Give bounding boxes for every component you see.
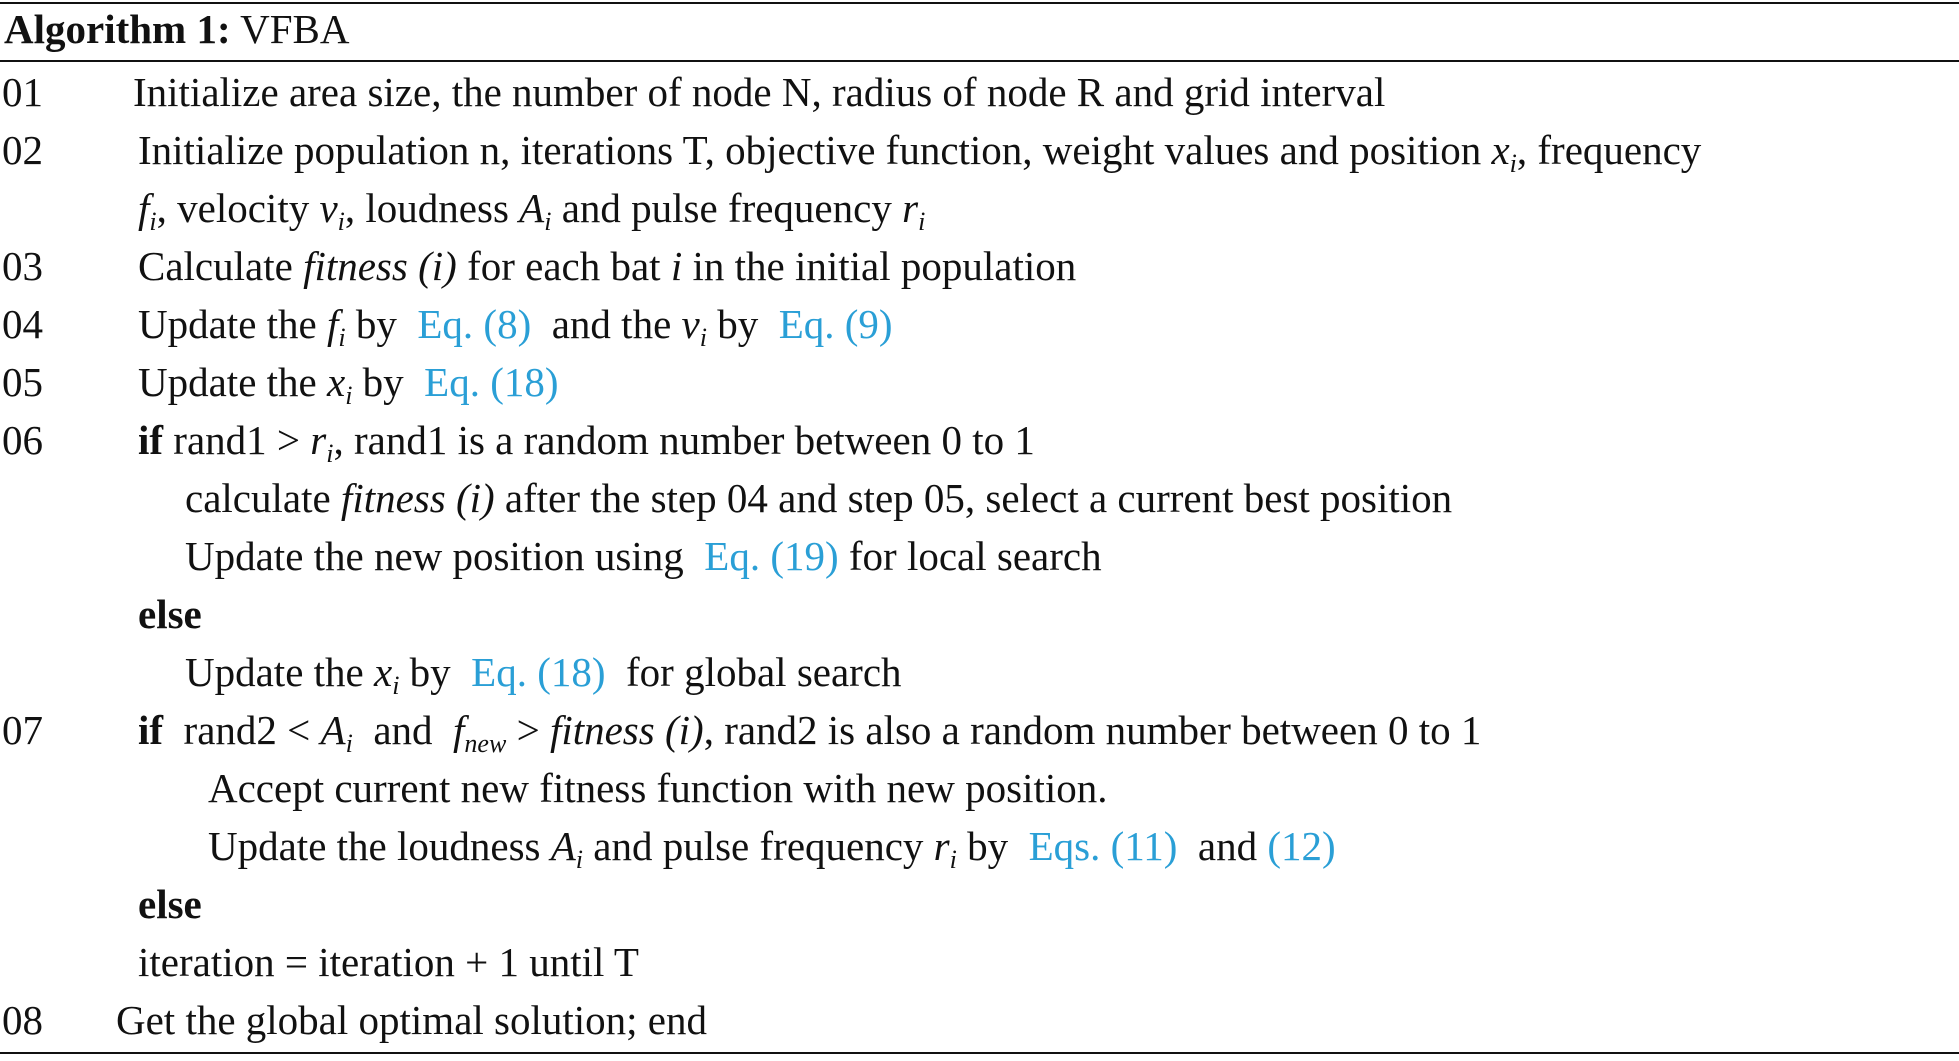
step-07-if: if rand2 < $A_i$ and $f_{new}$ > fitness (i), rand2 is also a random number between 0 to 1: [138, 707, 1482, 758]
math-symbol: r: [933, 823, 950, 869]
step-text: Calculate: [138, 243, 293, 289]
step-number: 08: [2, 997, 43, 1043]
math-symbol: i: [670, 243, 683, 289]
math-symbol: f: [138, 185, 150, 231]
math-symbol: fitness: [303, 243, 408, 289]
step-text: rand2 <: [183, 707, 311, 753]
step-number: 07: [2, 707, 43, 753]
step-text: after the step 04 and step 05, select a current best position: [504, 475, 1453, 521]
step-06-global: [185, 647, 902, 700]
keyword-if: if: [138, 707, 164, 753]
keyword-else: else: [138, 881, 202, 927]
step-06-update: [185, 531, 1102, 581]
step-text: Update the new position using: [185, 533, 684, 579]
math-subscript: i: [345, 729, 353, 758]
step-number: 06: [2, 417, 43, 463]
step-02-line1: [138, 125, 1702, 178]
step-07-accept: [208, 763, 1108, 813]
step-06-if: [138, 415, 1035, 468]
eq-18-link[interactable]: Eq. (18): [424, 359, 559, 405]
step-text: for each bat: [467, 243, 661, 289]
math-symbol: v: [319, 185, 338, 231]
step-07-iteration: [138, 937, 639, 987]
eq-19-link[interactable]: Eq. (19): [704, 533, 839, 579]
keyword-if: if: [138, 417, 164, 463]
eq-12-link[interactable]: (12): [1267, 823, 1336, 869]
eq-9-link[interactable]: Eq. (9): [778, 301, 893, 347]
step-text: and: [373, 707, 433, 753]
keyword-else: else: [138, 591, 202, 637]
step-01: Initialize area size, the number of node N, radius of node R and grid interval: [133, 69, 1386, 115]
step-number: 02: [2, 127, 43, 173]
math-subscript: i: [949, 845, 957, 874]
step-number: 04: [2, 301, 43, 347]
step-04: [138, 299, 893, 352]
step-text: in the initial population: [692, 243, 1077, 289]
algorithm-name: VFBA: [240, 6, 350, 52]
step-text: Update the: [138, 301, 317, 347]
step-text: Get the global optimal solution; end: [116, 997, 707, 1043]
math-symbol: f: [453, 707, 465, 753]
algorithm-label: Algorithm 1:: [4, 6, 231, 52]
math-symbol: r: [902, 185, 919, 231]
step-number: 03: [2, 243, 43, 289]
eq-18-link[interactable]: Eq. (18): [471, 649, 606, 695]
math-symbol: x: [1491, 127, 1510, 173]
step-text: Update the loudness: [208, 823, 541, 869]
math-symbol: x: [373, 649, 393, 695]
math-symbol: (i): [418, 243, 457, 289]
math-subscript: i: [345, 381, 353, 410]
math-symbol: r: [310, 417, 327, 463]
math-subscript: i: [575, 845, 584, 874]
step-06-else: [138, 589, 202, 639]
math-symbol: fitness: [549, 707, 655, 753]
step-text: Initialize population n, iterations T, objective function, weight values and position: [138, 127, 1482, 173]
math-symbol: (i): [455, 475, 495, 521]
math-subscript: i: [544, 207, 552, 236]
step-text: by: [717, 301, 759, 347]
step-text: by: [355, 301, 397, 347]
step-03: [138, 241, 1076, 291]
step-text: Update the: [185, 649, 364, 695]
eq-11-link[interactable]: Eqs. (11): [1028, 823, 1178, 869]
math-subscript: i: [918, 207, 926, 236]
math-subscript: i: [1509, 149, 1517, 178]
step-number: 05: [2, 359, 43, 405]
math-subscript: i: [326, 439, 334, 468]
math-symbol: (i): [664, 707, 704, 753]
step-05: [138, 357, 559, 410]
step-text: and the: [551, 301, 672, 347]
step-text: , velocity: [156, 185, 310, 231]
step-text: by: [967, 823, 1009, 869]
math-symbol: A: [519, 185, 545, 231]
step-text: , rand2 is also a random number between 0 to 1: [703, 707, 1482, 753]
math-subscript: i: [392, 671, 400, 700]
step-text: for global search: [626, 649, 902, 695]
math-subscript: i: [699, 323, 707, 352]
step-text: , rand1 is a random number between 0 to 1: [333, 417, 1035, 463]
math-symbol: fitness: [340, 475, 446, 521]
step-text: calculate: [185, 475, 331, 521]
step-07-else: [138, 879, 202, 929]
step-text: and pulse frequency: [593, 823, 924, 869]
bottom-rule: [0, 1052, 1959, 1054]
step-text: by: [409, 649, 451, 695]
step-text: by: [362, 359, 404, 405]
math-subscript: i: [337, 207, 345, 236]
math-symbol: v: [681, 301, 700, 347]
math-subscript: i: [338, 323, 346, 352]
step-text: , frequency: [1516, 127, 1702, 173]
header-rule: [0, 60, 1959, 62]
step-text: for local search: [848, 533, 1102, 579]
math-symbol: A: [550, 823, 576, 869]
algorithm-title: [4, 0, 350, 58]
step-text: Update the: [138, 359, 317, 405]
math-symbol: x: [326, 359, 346, 405]
step-text: rand1 >: [173, 417, 301, 463]
step-text: iteration = iteration + 1 until T: [138, 939, 639, 985]
step-06-calc: [185, 473, 1452, 523]
math-subscript: i: [149, 207, 157, 236]
step-text: Accept current new fitness function with new position.: [208, 765, 1108, 811]
step-02-line2: [138, 183, 926, 236]
step-text: , loudness: [344, 185, 509, 231]
eq-8-link[interactable]: Eq. (8): [417, 301, 532, 347]
step-08: [116, 995, 707, 1045]
step-07-update: [208, 821, 1336, 874]
math-symbol: f: [326, 301, 339, 347]
math-symbol: A: [320, 707, 346, 753]
step-text: and: [1197, 823, 1258, 869]
step-number: 01: [2, 69, 43, 115]
math-subscript: new: [464, 729, 507, 758]
step-text: and pulse frequency: [551, 185, 892, 231]
